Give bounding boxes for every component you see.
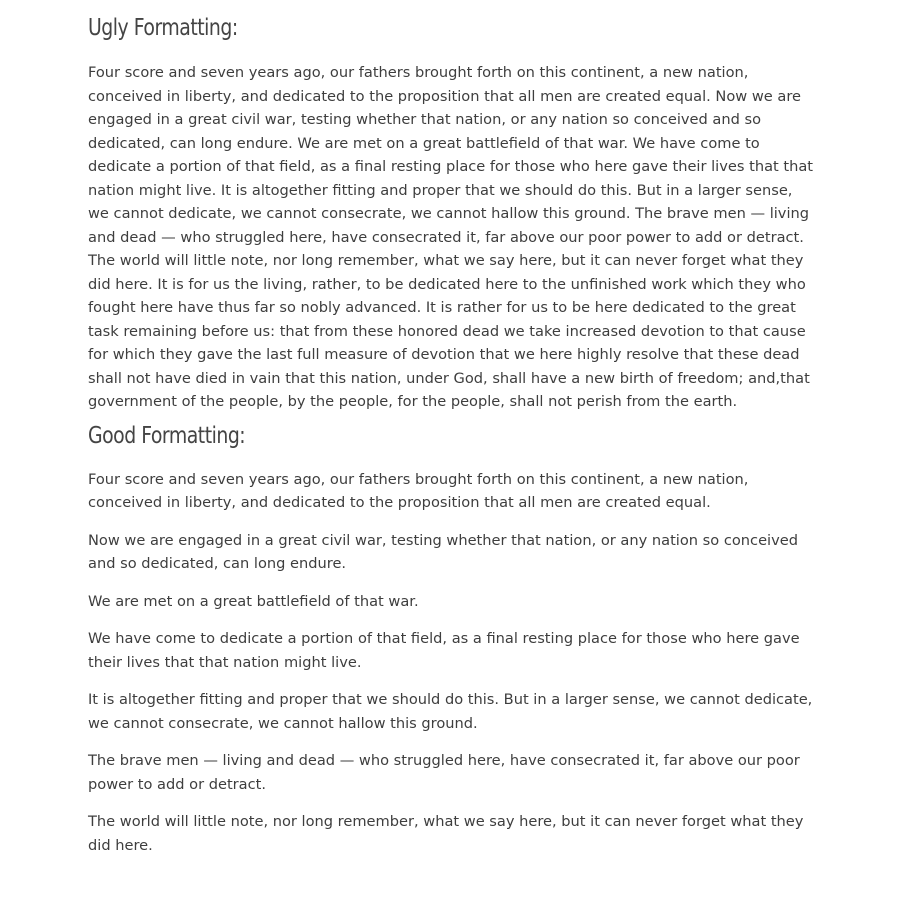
good-paragraph-3: We are met on a great battlefield of that war. <box>88 592 419 610</box>
good-paragraph-4: We have come to dedicate a portion of that field, as a final resting place for those who here gave their lives that that nation might live. <box>88 630 800 671</box>
good-formatting-heading: Good Formatting: <box>88 422 246 449</box>
good-paragraph-2: Now we are engaged in a great civil war, testing whether that nation, or any nation so conceived and so dedicated, can long endure. <box>88 531 798 572</box>
ugly-formatting-paragraph: Four score and seven years ago, our fathers brought forth on this continent, a new nation, conceived in liberty, and dedicated to the proposition that all men are created equal. Now we are engaged in a great civil war, testing whether that nation, or any nation so conceived and so dedicated, can long endure. We are met on a great battlefield of that war. We have come to dedicate a portion of that field, as a final resting place for those who here gave their lives that that nation might live. It is altogether fitting and proper that we should do this. But in a larger sense, we cannot dedicate, we cannot consecrate, we cannot hallow this ground. The brave men — living and dead — who struggled here, have consecrated it, far above our poor power to add or detract. The world will little note, nor long remember, what we say here, but it can never forget what they did here. It is for us the living, rather, to be dedicated here to the unfinished work which they who fought here have thus far so nobly advanced. It is rather for us to be here dedicated to the great task remaining before us: that from these honored dead we take increased devotion to that cause for which they gave the last full measure of devotion that we here highly resolve that these dead shall not have died in vain that this nation, under God, shall have a new birth of freedom; and,that government of the people, by the people, for the people, shall not perish from the earth. <box>88 64 814 410</box>
good-paragraph-7: The world will little note, nor long remember, what we say here, but it can never forget what they did here. <box>88 813 804 854</box>
good-paragraph-5: It is altogether fitting and proper that we should do this. But in a larger sense, we cannot dedicate, we cannot consecrate, we cannot hallow this ground. <box>88 691 813 732</box>
good-paragraph-1: Four score and seven years ago, our fathers brought forth on this continent, a new nation, conceived in liberty, and dedicated to the proposition that all men are created equal. <box>88 470 749 511</box>
ugly-formatting-section <box>88 12 814 414</box>
ugly-formatting-heading: Ugly Formatting: <box>88 15 238 41</box>
good-paragraph-6: The brave men — living and dead — who struggled here, have consecrated it, far above our poor power to add or detract. <box>88 752 800 793</box>
good-formatting-section <box>88 420 814 858</box>
